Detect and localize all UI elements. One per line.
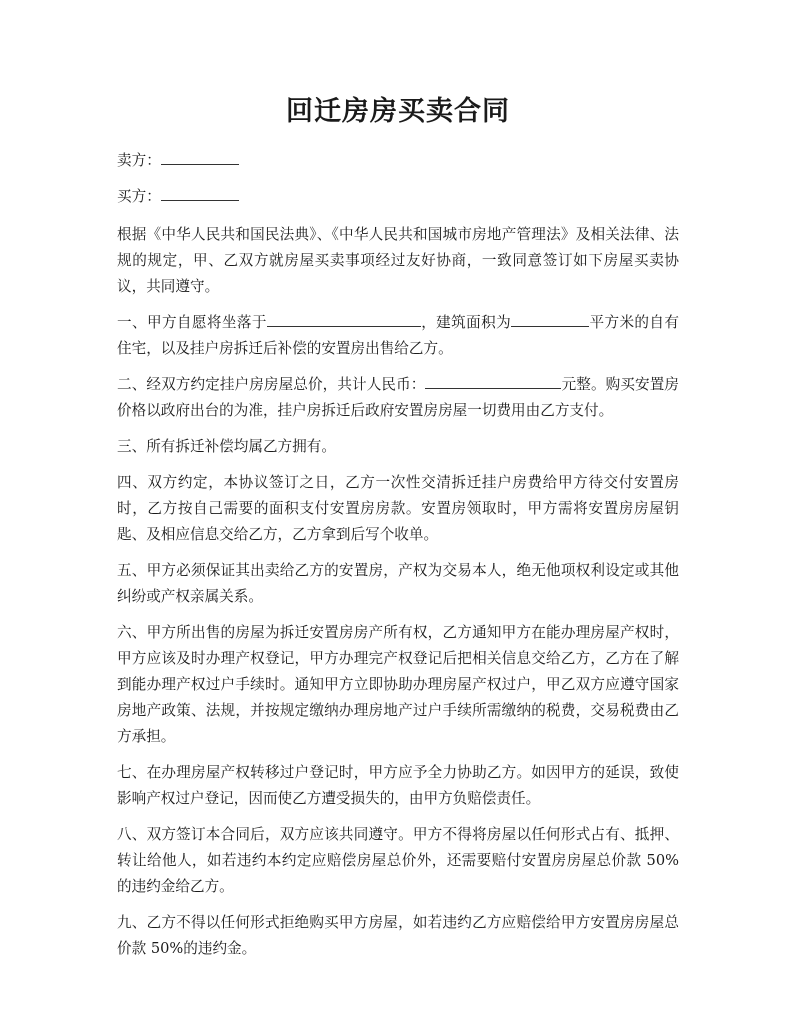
clause-5: 五、甲方必须保证其出卖给乙方的安置房，产权为交易本人，绝无他项权利设定或其他纠纷或产权亲属关系。 (117, 562, 679, 605)
location-blank (267, 310, 421, 327)
seller-blank (161, 148, 239, 165)
preamble-paragraph: 根据《中华人民共和国民法典》、《中华人民共和国城市房地产管理法》及相关法律、法规的规定，甲、乙双方就房屋买卖事项经过友好协商，一致同意签订如下房屋买卖协议，共同遵守。 (117, 226, 679, 295)
buyer-line (117, 184, 679, 210)
document-body (117, 148, 679, 972)
seller-label: 卖方： (117, 152, 161, 169)
seller-line (117, 148, 679, 174)
price-blank (425, 372, 561, 389)
clause-1-text-a: 一、甲方自愿将坐落于 (117, 314, 267, 331)
clause-2-text-a: 二、经双方约定挂户房房屋总价，共计人民币： (117, 376, 426, 393)
clause-6: 六、甲方所出售的房屋为拆迁安置房房产所有权，乙方通知甲方在能办理房屋产权时，甲方应该及时办理产权登记，甲方办理完产权登记后把相关信息交给乙方，乙方在了解到能办理产权过户手续时。通知甲方立即协助办理房屋产权过户，甲乙双方应遵守国家房地产政策、法规，并按规定缴纳办理房地产过户手续所需缴纳的税费，交易税费由乙方承担。 (117, 624, 679, 745)
clause-8: 八、双方签订本合同后，双方应该共同遵守。甲方不得将房屋以任何形式占有、抵押、转让给他人，如若违约本约定应赔偿房屋总价外，还需要赔付安置房房屋总价款 50%的违约金给乙方。 (117, 826, 679, 895)
clause-2 (117, 372, 679, 424)
clause-1-text-b: ，建筑面积为 (420, 314, 512, 331)
clause-4: 四、双方约定，本协议签订之日，乙方一次性交清拆迁挂户房费给甲方待交付安置房时，乙方按自己需要的面积支付安置房房款。安置房领取时，甲方需将安置房房屋钥匙、及相应信息交给乙方，乙方拿到后写个收单。 (117, 474, 679, 543)
area-blank (511, 310, 589, 327)
clause-2-text-b: 元整。购买安置房价格以政府出台的为准，挂户房拆迁后政府安置房房屋一切费用由乙方支付。 (117, 376, 679, 419)
clause-3: 三、所有拆迁补偿均属乙方拥有。 (117, 438, 336, 455)
clause-1 (117, 310, 679, 362)
clause-9: 九、乙方不得以任何形式拒绝购买甲方房屋，如若违约乙方应赔偿给甲方安置房房屋总价款 50%的违约金。 (117, 914, 679, 957)
buyer-blank (161, 184, 239, 201)
clause-7: 七、在办理房屋产权转移过户登记时，甲方应予全力协助乙方。如因甲方的延误，致使影响产权过户登记，因而使乙方遭受损失的，由甲方负赔偿责任。 (117, 764, 679, 807)
buyer-label: 买方： (117, 188, 161, 205)
document-title: 回迁房房买卖合同 (286, 96, 510, 127)
clause-1-text-c: 平方米的自有住宅，以及挂户房拆迁后补偿的安置房出售给乙方。 (117, 314, 679, 357)
